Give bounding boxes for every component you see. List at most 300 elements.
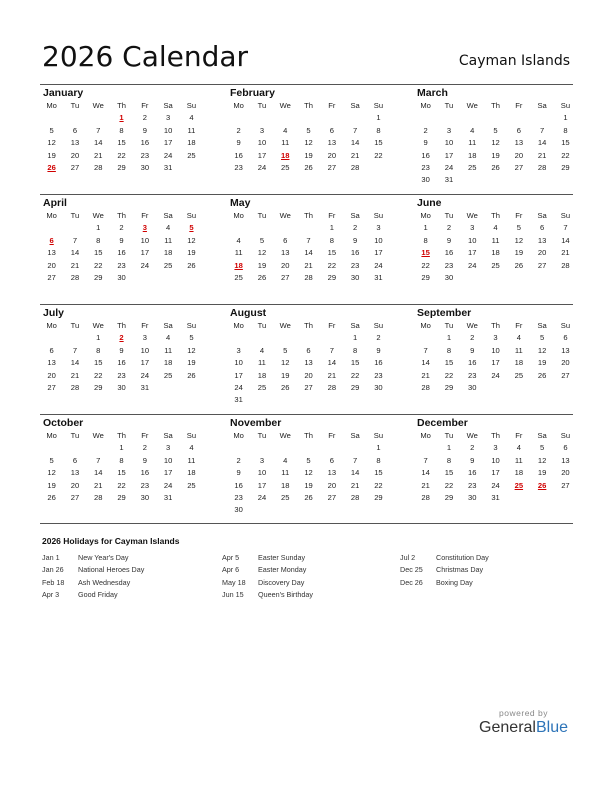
calendar-day: 16 — [117, 248, 126, 258]
calendar-day: 12 — [537, 345, 547, 355]
calendar-day: 27 — [537, 260, 547, 270]
calendar-day: 13 — [327, 138, 337, 148]
holiday-item — [42, 589, 144, 601]
calendar-day: 19 — [281, 370, 290, 380]
weekday-header: Su — [186, 321, 197, 330]
brand-name — [479, 719, 568, 737]
weekday-header: Sa — [350, 211, 360, 220]
weekday-header: Sa — [163, 101, 173, 110]
holiday-day: 18 — [234, 260, 243, 270]
holiday-column — [400, 552, 489, 589]
weekday-header: Mo — [46, 211, 57, 220]
calendar-day: 9 — [236, 138, 241, 148]
weekday-header: Th — [304, 431, 313, 440]
calendar-day: 3 — [142, 333, 147, 343]
calendar-day: 7 — [423, 345, 428, 355]
weekday-header: Tu — [444, 211, 454, 220]
calendar-day: 23 — [140, 480, 150, 490]
calendar-day: 18 — [187, 468, 196, 478]
calendar-day: 24 — [491, 370, 500, 380]
calendar-day: 18 — [257, 370, 267, 380]
days-grid — [40, 100, 200, 174]
weekday-header: Su — [560, 101, 571, 110]
weekday-header: Th — [491, 101, 500, 110]
weekday-header: We — [466, 101, 478, 110]
calendar-day: 26 — [537, 370, 547, 380]
month-november — [227, 416, 387, 517]
calendar-day: 8 — [96, 345, 101, 355]
holiday-item — [42, 552, 144, 564]
calendar-day: 8 — [376, 455, 381, 465]
calendar-day: 31 — [163, 492, 173, 502]
days-grid — [227, 430, 387, 517]
calendar-day: 6 — [563, 333, 568, 343]
calendar-day: 2 — [470, 333, 475, 343]
calendar-day: 12 — [187, 345, 196, 355]
calendar-day: 6 — [283, 235, 288, 245]
holiday-day: 1 — [119, 113, 124, 123]
holiday-name: Boxing Day — [436, 577, 473, 587]
calendar-day: 25 — [514, 370, 524, 380]
calendar-day: 8 — [96, 235, 101, 245]
calendar-day: 4 — [516, 333, 521, 343]
calendar-day: 14 — [304, 248, 313, 258]
calendar-day: 23 — [374, 370, 383, 380]
calendar-day: 10 — [163, 455, 173, 465]
calendar-day: 8 — [119, 455, 124, 465]
calendar-day: 15 — [350, 358, 360, 368]
holiday-name: National Heroes Day — [78, 565, 145, 575]
calendar-day: 18 — [281, 480, 290, 490]
calendar-day: 11 — [281, 138, 290, 148]
calendar-day: 7 — [563, 223, 568, 233]
calendar-day: 11 — [281, 468, 290, 478]
calendar-day: 17 — [140, 248, 150, 258]
weekday-header: Tu — [70, 431, 80, 440]
calendar-day: 14 — [421, 358, 430, 368]
calendar-day: 20 — [327, 480, 337, 490]
calendar-day: 30 — [444, 272, 454, 282]
calendar-day: 10 — [140, 235, 150, 245]
calendar-day: 1 — [353, 333, 358, 343]
holiday-day: 26 — [47, 162, 56, 172]
holiday-item — [222, 564, 313, 576]
calendar-day: 5 — [540, 443, 545, 453]
weekday-header: Tu — [444, 101, 454, 110]
weekday-header: Sa — [163, 211, 173, 220]
empty-day — [414, 332, 437, 344]
calendar-day: 23 — [140, 150, 150, 160]
weekday-header: Sa — [537, 321, 547, 330]
calendar-day: 6 — [563, 443, 568, 453]
calendar-day: 22 — [421, 260, 430, 270]
calendar-day: 30 — [117, 382, 126, 392]
calendar-day: 24 — [163, 480, 173, 490]
calendar-day: 29 — [350, 382, 360, 392]
calendar-day: 12 — [514, 235, 524, 245]
empty-day — [320, 112, 343, 124]
calendar-day: 19 — [514, 248, 524, 258]
calendar-day: 27 — [70, 162, 80, 172]
calendar-day: 17 — [234, 370, 243, 380]
calendar-day: 21 — [421, 370, 430, 380]
weekday-header: Su — [560, 211, 571, 220]
calendar-day: 9 — [376, 345, 381, 355]
calendar-day: 22 — [561, 150, 570, 160]
calendar-day: 5 — [259, 235, 265, 245]
calendar-day: 28 — [421, 492, 430, 502]
holidays-title: 2026 Holidays for Cayman Islands — [42, 536, 180, 546]
calendar-day: 20 — [47, 370, 56, 380]
brand-logo — [479, 708, 568, 737]
calendar-day: 5 — [49, 125, 54, 135]
calendar-day: 7 — [96, 455, 101, 465]
calendar-day: 1 — [376, 443, 381, 453]
month-may — [227, 196, 387, 284]
calendar-day: 19 — [187, 248, 196, 258]
calendar-day: 27 — [327, 492, 337, 502]
weekday-header: Sa — [350, 431, 360, 440]
month-name: July — [43, 307, 65, 319]
calendar-day: 26 — [304, 162, 313, 172]
calendar-day: 9 — [353, 235, 358, 245]
calendar-day: 30 — [140, 162, 150, 172]
holiday-date: Apr 5 — [222, 553, 240, 562]
calendar-day: 19 — [537, 468, 547, 478]
holiday-name: Good Friday — [78, 589, 118, 599]
calendar-day: 8 — [423, 235, 428, 245]
calendar-day: 5 — [306, 455, 311, 465]
holiday-day: 15 — [421, 248, 430, 258]
calendar-day: 19 — [187, 358, 196, 368]
calendar-day: 29 — [117, 492, 126, 502]
calendar-day: 15 — [117, 138, 126, 148]
empty-day — [461, 112, 484, 124]
calendar-day: 16 — [234, 480, 243, 490]
calendar-day: 2 — [470, 443, 475, 453]
calendar-day: 4 — [236, 235, 241, 245]
empty-day — [227, 442, 250, 454]
days-grid — [40, 320, 200, 394]
calendar-day: 5 — [516, 223, 521, 233]
calendar-day: 15 — [444, 358, 454, 368]
calendar-day: 1 — [446, 443, 452, 453]
calendar-day: 2 — [446, 223, 452, 233]
holiday-date: Apr 6 — [222, 565, 240, 575]
holiday-column — [222, 552, 313, 601]
calendar-day: 1 — [96, 333, 101, 343]
empty-day — [297, 332, 320, 344]
holiday-name: New Year's Day — [78, 553, 129, 562]
calendar-day: 29 — [421, 272, 430, 282]
calendar-day: 6 — [49, 345, 54, 355]
empty-day — [343, 442, 366, 454]
calendar-day: 11 — [164, 235, 173, 245]
calendar-day: 22 — [374, 480, 383, 490]
calendar-day: 27 — [514, 162, 524, 172]
calendar-day: 4 — [283, 455, 288, 465]
calendar-day: 18 — [491, 248, 500, 258]
calendar-day: 8 — [329, 235, 334, 245]
calendar-day: 22 — [350, 370, 360, 380]
calendar-day: 7 — [540, 125, 545, 135]
weekday-header: Sa — [163, 321, 173, 330]
calendar-day: 4 — [189, 443, 194, 453]
calendar-day: 3 — [259, 125, 265, 135]
empty-day — [274, 222, 297, 234]
calendar-day: 27 — [561, 480, 570, 490]
calendar-day: 3 — [259, 455, 265, 465]
calendar-day: 22 — [94, 370, 103, 380]
empty-day — [437, 112, 460, 124]
calendar-day: 23 — [468, 480, 477, 490]
calendar-day: 27 — [281, 272, 290, 282]
calendar-day: 15 — [561, 138, 570, 148]
calendar-day: 27 — [70, 492, 80, 502]
calendar-day: 17 — [491, 358, 500, 368]
divider-line — [40, 523, 573, 524]
calendar-day: 1 — [119, 443, 124, 453]
weekday-header: Th — [117, 321, 126, 330]
weekday-header: Su — [560, 431, 571, 440]
weekday-header: Tu — [70, 211, 80, 220]
calendar-day: 1 — [376, 113, 381, 123]
powered-by-text: powered by — [499, 708, 548, 718]
calendar-day: 14 — [350, 138, 360, 148]
calendar-day: 6 — [306, 345, 311, 355]
calendar-day: 17 — [374, 248, 383, 258]
holiday-date: Apr 3 — [42, 589, 60, 599]
month-august — [227, 306, 387, 407]
calendar-day: 25 — [163, 260, 173, 270]
calendar-day: 14 — [421, 468, 430, 478]
weekday-header: We — [279, 101, 291, 110]
calendar-day: 18 — [468, 150, 477, 160]
calendar-day: 29 — [94, 382, 103, 392]
calendar-day: 29 — [561, 162, 570, 172]
calendar-day: 31 — [374, 272, 383, 282]
empty-day — [343, 112, 366, 124]
weekday-header: Th — [491, 431, 500, 440]
calendar-day: 14 — [70, 358, 80, 368]
calendar-day: 24 — [257, 492, 267, 502]
calendar-day: 12 — [281, 358, 290, 368]
empty-day — [63, 442, 86, 454]
calendar-day: 7 — [72, 235, 78, 245]
calendar-day: 25 — [234, 272, 243, 282]
calendar-day: 18 — [514, 468, 524, 478]
calendar-day: 30 — [421, 175, 430, 185]
empty-day — [297, 222, 320, 234]
calendar-day: 17 — [444, 150, 454, 160]
calendar-day: 29 — [374, 492, 383, 502]
calendar-day: 3 — [493, 443, 498, 453]
calendar-day: 19 — [257, 260, 267, 270]
calendar-day: 1 — [446, 333, 452, 343]
calendar-day: 10 — [257, 468, 267, 478]
calendar-day: 22 — [117, 480, 126, 490]
days-grid — [414, 430, 574, 504]
calendar-day: 10 — [163, 125, 173, 135]
calendar-day: 3 — [470, 223, 475, 233]
weekday-header: Su — [186, 431, 197, 440]
calendar-day: 24 — [163, 150, 173, 160]
calendar-day: 20 — [304, 370, 313, 380]
calendar-day: 13 — [537, 235, 547, 245]
weekday-header: Mo — [420, 431, 431, 440]
empty-day — [320, 332, 343, 344]
empty-day — [87, 442, 110, 454]
holiday-date: Jan 1 — [42, 553, 60, 562]
calendar-day: 2 — [376, 333, 381, 343]
calendar-day: 7 — [353, 125, 358, 135]
calendar-day: 15 — [94, 248, 103, 258]
calendar-day: 5 — [49, 455, 54, 465]
holiday-date: Dec 25 — [400, 565, 423, 575]
calendar-day: 20 — [561, 358, 570, 368]
weekday-header: Mo — [46, 101, 57, 110]
empty-day — [63, 332, 86, 344]
weekday-header: Sa — [537, 101, 547, 110]
calendar-day: 31 — [444, 175, 454, 185]
calendar-day: 21 — [94, 150, 103, 160]
calendar-day: 23 — [117, 370, 126, 380]
calendar-day: 24 — [468, 260, 477, 270]
calendar-day: 10 — [374, 235, 383, 245]
calendar-day: 14 — [94, 468, 103, 478]
calendar-day: 21 — [70, 370, 80, 380]
holiday-day: 5 — [189, 223, 194, 233]
calendar-day: 10 — [491, 455, 500, 465]
weekday-header: Fr — [515, 321, 523, 330]
calendar-day: 15 — [374, 138, 383, 148]
calendar-day: 28 — [304, 272, 313, 282]
calendar-day: 4 — [189, 113, 194, 123]
empty-day — [250, 112, 273, 124]
month-september — [414, 306, 574, 394]
calendar-day: 24 — [491, 480, 500, 490]
empty-day — [484, 112, 507, 124]
calendar-day: 3 — [376, 223, 381, 233]
empty-day — [63, 222, 86, 234]
empty-day — [274, 112, 297, 124]
weekday-header: Su — [186, 101, 197, 110]
month-name: December — [417, 417, 468, 429]
calendar-day: 30 — [234, 505, 243, 515]
calendar-day: 21 — [537, 150, 547, 160]
days-grid — [227, 320, 387, 407]
weekday-header: Fr — [328, 211, 336, 220]
weekday-header: Su — [373, 431, 384, 440]
calendar-day: 31 — [163, 162, 173, 172]
weekday-header: Fr — [515, 101, 523, 110]
calendar-day: 14 — [561, 235, 570, 245]
weekday-header: Fr — [141, 431, 149, 440]
calendar-day: 1 — [329, 223, 334, 233]
calendar-day: 30 — [468, 492, 477, 502]
weekday-header: Mo — [46, 321, 57, 330]
calendar-day: 14 — [94, 138, 103, 148]
calendar-day: 10 — [140, 345, 150, 355]
calendar-day: 22 — [117, 150, 126, 160]
empty-day — [250, 222, 273, 234]
calendar-day: 23 — [234, 162, 243, 172]
calendar-day: 15 — [444, 468, 454, 478]
calendar-day: 17 — [163, 138, 173, 148]
month-name: October — [43, 417, 84, 429]
calendar-day: 28 — [70, 382, 80, 392]
empty-day — [507, 112, 530, 124]
calendar-day: 15 — [374, 468, 383, 478]
calendar-day: 6 — [72, 125, 78, 135]
calendar-day: 21 — [561, 248, 570, 258]
empty-day — [40, 442, 63, 454]
calendar-day: 15 — [327, 248, 337, 258]
calendar-day: 12 — [537, 455, 547, 465]
weekday-header: Th — [491, 321, 500, 330]
calendar-day: 5 — [306, 125, 311, 135]
calendar-day: 11 — [164, 345, 173, 355]
page-title: 2026 Calendar — [42, 40, 249, 73]
calendar-day: 9 — [119, 345, 124, 355]
weekday-header: Tu — [257, 101, 267, 110]
calendar-day: 25 — [163, 370, 173, 380]
empty-day — [274, 332, 297, 344]
calendar-day: 12 — [257, 248, 267, 258]
holiday-item — [222, 577, 313, 589]
calendar-day: 2 — [353, 223, 358, 233]
empty-day — [414, 112, 437, 124]
empty-day — [227, 112, 250, 124]
calendar-day: 7 — [353, 455, 358, 465]
calendar-day: 28 — [94, 492, 103, 502]
calendar-day: 25 — [257, 382, 267, 392]
calendar-day: 8 — [563, 125, 568, 135]
weekday-header: Mo — [420, 101, 431, 110]
calendar-day: 22 — [444, 480, 454, 490]
calendar-day: 28 — [350, 492, 360, 502]
holiday-name: Christmas Day — [436, 565, 484, 575]
calendar-day: 30 — [468, 382, 477, 392]
holiday-day: 18 — [281, 150, 290, 160]
divider-line — [40, 414, 573, 415]
calendar-day: 18 — [514, 358, 524, 368]
calendar-day: 22 — [327, 260, 337, 270]
calendar-day: 9 — [142, 455, 147, 465]
calendar-day: 1 — [423, 223, 428, 233]
calendar-day: 10 — [444, 138, 454, 148]
calendar-day: 4 — [166, 223, 171, 233]
calendar-day: 3 — [166, 113, 171, 123]
weekday-header: Mo — [420, 211, 431, 220]
month-name: April — [43, 197, 67, 209]
month-name: May — [230, 197, 251, 209]
calendar-day: 16 — [117, 358, 126, 368]
calendar-day: 9 — [446, 235, 452, 245]
month-april — [40, 196, 200, 284]
calendar-day: 30 — [374, 382, 383, 392]
weekday-header: We — [279, 321, 291, 330]
calendar-day: 25 — [281, 162, 290, 172]
holiday-name: Queen's Birthday — [258, 589, 313, 599]
calendar-day: 2 — [236, 125, 241, 135]
calendar-day: 11 — [514, 345, 523, 355]
calendar-day: 5 — [189, 333, 194, 343]
days-grid — [40, 210, 200, 284]
calendar-day: 29 — [94, 272, 103, 282]
calendar-day: 18 — [187, 138, 196, 148]
calendar-day: 6 — [72, 455, 78, 465]
